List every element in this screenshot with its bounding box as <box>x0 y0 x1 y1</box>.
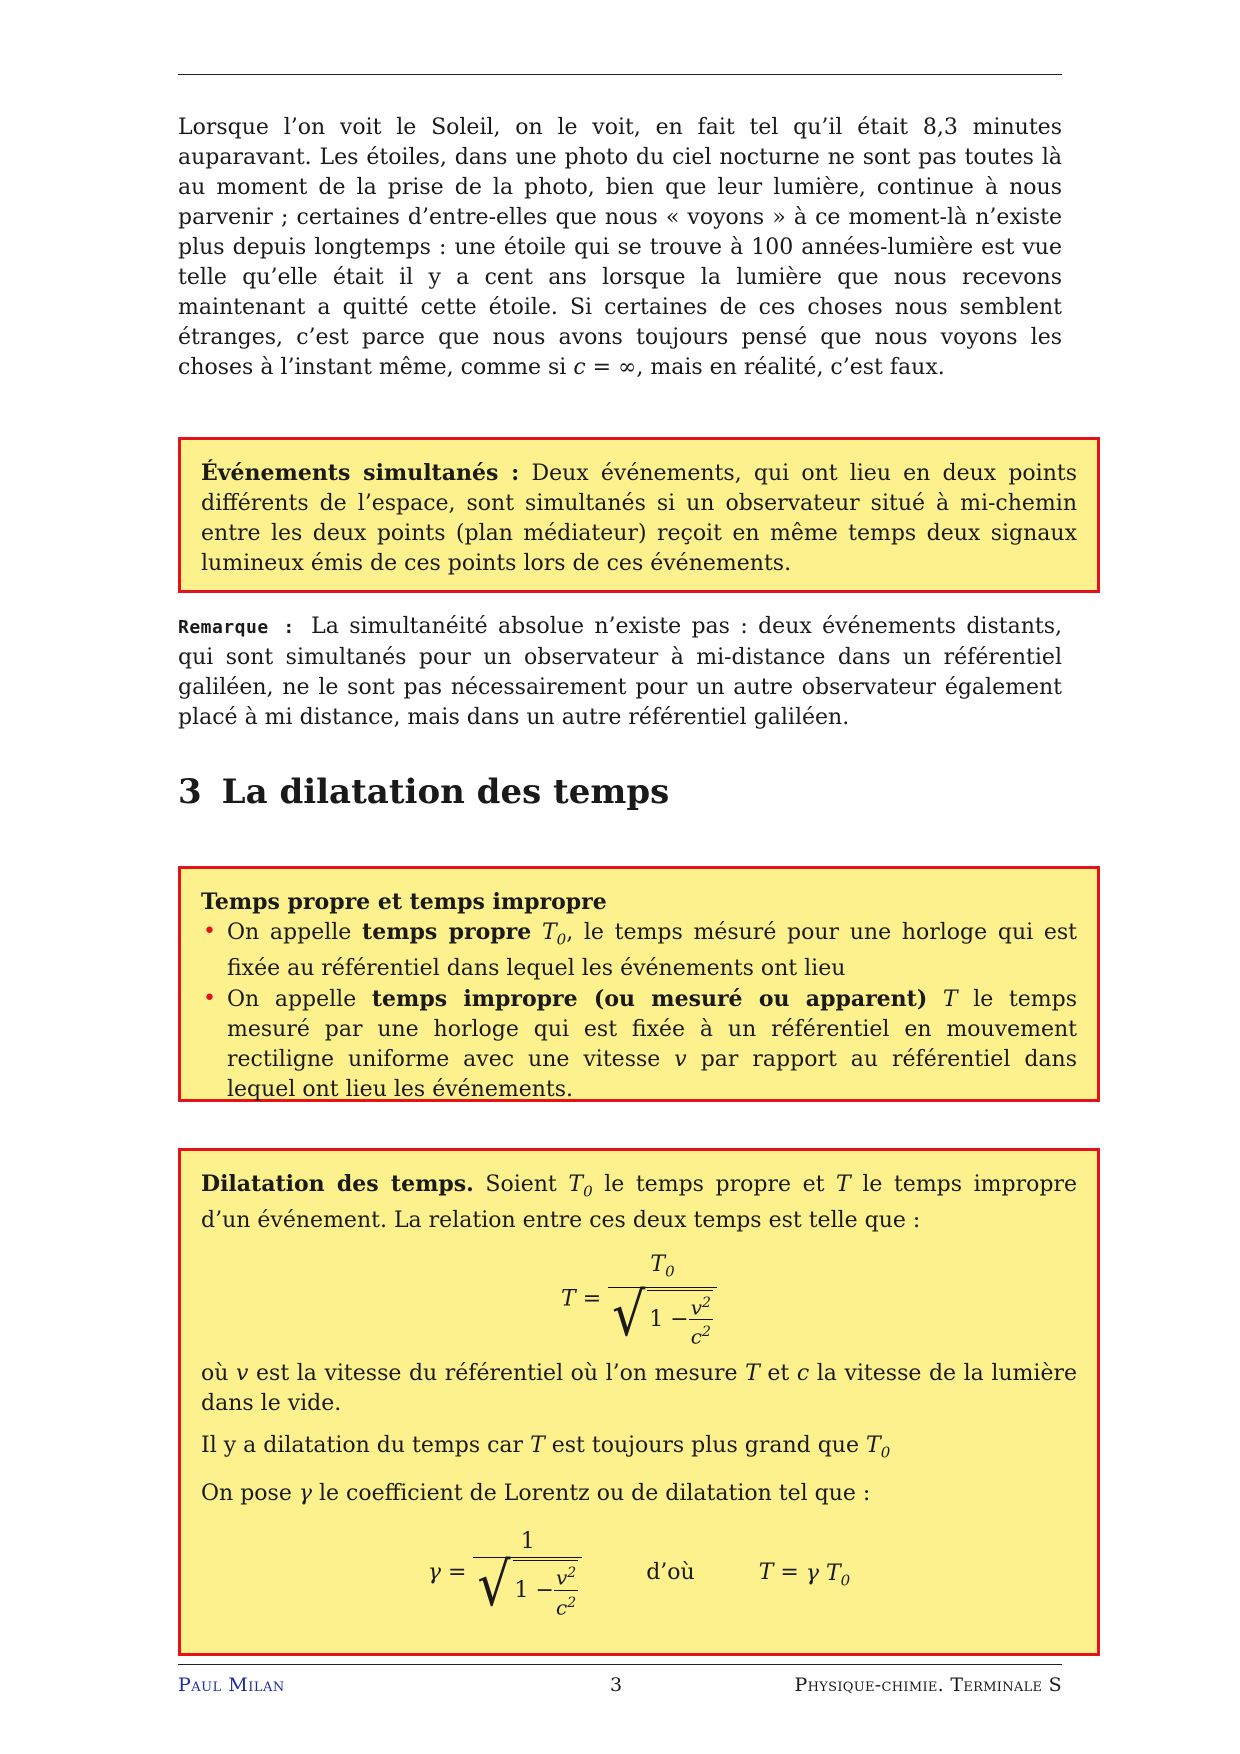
remark-text: La simultanéité absolue n’existe pas : deux événements distants, qui sont simultanés pour un observateur à mi-distance dans un référentiel galiléen, ne le sont pas nécessairement pour un autre observateur également placé à mi distance, mais dans un autre référentiel galiléen. <box>178 614 1063 730</box>
proper-time-title: Temps propre et temps impropre <box>201 889 607 915</box>
formula-gamma: γ = 1 √ 1 − $\frac{v^2}{c^2}$ d’où T = γ $T_0$ <box>427 1529 851 1621</box>
intro-paragraph: Lorsque l’on voit le Soleil, on le voit, en fait tel qu’il était 8,3 minutes auparavant. Les étoiles, dans une photo du ciel nocturne ne sont pas toutes là au moment de la prise de la photo, bien que leur lumière, continue à nous parvenir ; certaines d’entre-elles que nous « voyons » à ce moment-là n’existe plus depuis longtemps : une étoile qui se trouve à 100 années-lumière est vue telle qu’elle était il y a cent ans lorsque la lumière que nous recevons maintenant a quitté cette étoile. Si certaines de ces choses nous semblent étranges, c’est parce que nous avons toujours pensé que nous voyons les choses à l’instant même, comme si c = ∞, mais en réalité, c’est faux. <box>178 115 1062 380</box>
section-number: 3 <box>178 772 202 812</box>
list-item: • On appelle temps impropre (ou mesuré ou apparent) T le temps mesuré par une horloge qui est fixée à un référentiel en mouvement rectiligne uniforme avec une vitesse v par rapport au référentiel dans lequel ont lieu les événements. <box>201 984 1077 1105</box>
list-item: • On appelle temps propre $T_0$, le temps mésuré pour une horloge qui est fixée au référentiel dans lequel les événements ont lieu <box>201 917 1077 984</box>
footer-author: Paul Milan <box>178 1674 285 1696</box>
c-infinity: c = ∞ <box>573 355 637 380</box>
definition-box-dilation: Dilatation des temps. Soient $T_0$ le temps propre et T le temps impropre d’un événement. La relation entre ces deux temps est telle que : T = $T_0$ √ 1 − $\frac{v^2}{c^2}$ où v est la vitesse du référentiel où l’on mesure T et c la vitesse de la lumière dans le vide. Il y a dilatation du temps car T est toujours plus grand que $T_0$ On pose γ le coefficient de Lorentz ou de dilatation tel que : γ = 1 √ 1 − $\frac{v^2}{c^2}$ d’où T = γ $T_0$ <box>178 1148 1100 1656</box>
remark-paragraph <box>178 612 1062 733</box>
section-title: La dilatation des temps <box>221 772 670 812</box>
footer-rule <box>178 1664 1062 1665</box>
definition-text: Deux événements, qui ont lieu en deux points différents de l’espace, sont simultanés si un observateur situé à mi-chemin entre les deux points (plan médiateur) reçoit en même temps deux signaux lumineux émis de ces points lors de ces événements. <box>201 461 1078 576</box>
definition-box-simultaneous <box>178 437 1100 593</box>
proper-time-list <box>201 917 1077 1105</box>
remark-label: Remarque : <box>178 617 295 638</box>
hence-word: d’où <box>646 1560 695 1586</box>
definition-box-proper-time <box>178 866 1100 1102</box>
page-number: 3 <box>610 1674 623 1696</box>
formula-dilation: T = $T_0$ √ 1 − $\frac{v^2}{c^2}$ <box>201 1250 1077 1349</box>
definition-title: Événements simultanés : <box>201 460 520 486</box>
section-heading <box>178 772 669 812</box>
header-rule <box>178 74 1062 75</box>
dilation-title: Dilatation des temps. <box>201 1171 474 1197</box>
footer-course: Physique-chimie. Terminale S <box>794 1674 1062 1696</box>
